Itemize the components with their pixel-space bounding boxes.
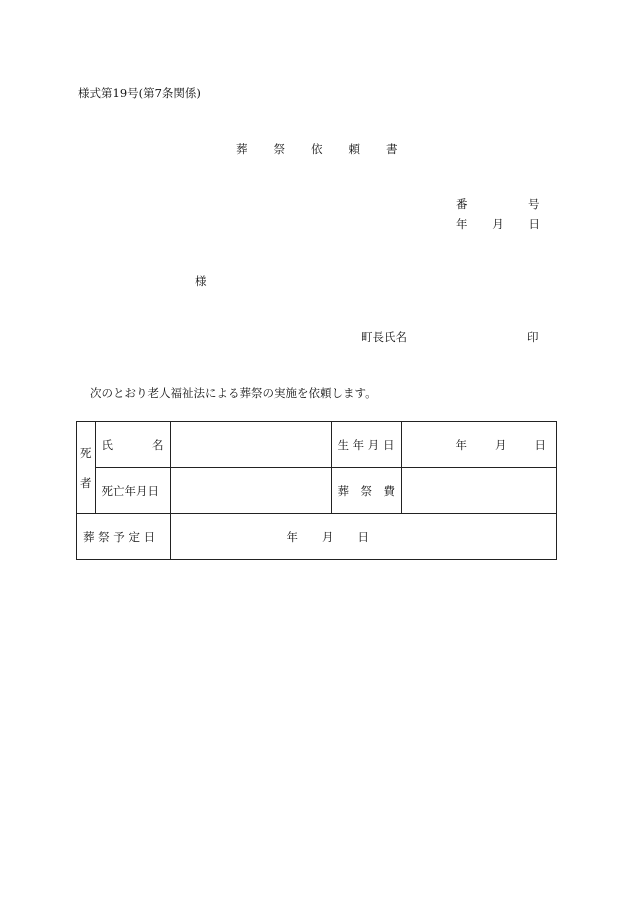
birth-month: 月 bbox=[495, 437, 507, 452]
deceased-char-2: 者 bbox=[80, 475, 92, 490]
death-date-label: 死亡年月日 bbox=[95, 468, 170, 514]
issue-month: 月 bbox=[492, 217, 504, 231]
funeral-cost-value[interactable] bbox=[402, 468, 557, 514]
scheduled-date-value[interactable] bbox=[170, 514, 557, 560]
death-date-value[interactable] bbox=[170, 468, 331, 514]
scheduled-date-label: 葬 祭 予 定 日 bbox=[77, 514, 171, 560]
birth-day: 日 bbox=[534, 437, 546, 452]
birth-year: 年 bbox=[455, 437, 467, 452]
form-number: 様式第19号(第7条関係) bbox=[78, 86, 201, 100]
deceased-char-1: 死 bbox=[80, 445, 92, 460]
scheduled-year: 年 bbox=[286, 529, 298, 544]
funeral-cost-label: 葬 祭 費 bbox=[331, 468, 402, 514]
name-label-cell bbox=[95, 422, 170, 468]
birth-date-value[interactable] bbox=[402, 422, 557, 468]
issue-day: 日 bbox=[528, 217, 540, 231]
body-text: 次のとおり老人福祉法による葬祭の実施を依頼します。 bbox=[90, 386, 377, 400]
document-title: 葬祭依頼書 bbox=[236, 142, 424, 156]
issuer-title: 町長氏名 bbox=[361, 330, 407, 344]
seal-mark: 印 bbox=[527, 330, 539, 344]
scheduled-month: 月 bbox=[322, 529, 334, 544]
issue-year: 年 bbox=[456, 217, 468, 231]
deceased-info-table bbox=[76, 421, 557, 560]
name-label-char2: 名 bbox=[152, 437, 164, 452]
number-label-suffix: 号 bbox=[528, 197, 540, 211]
addressee-honorific: 様 bbox=[195, 274, 207, 288]
issue-date bbox=[456, 217, 540, 231]
name-label-char1: 氏 bbox=[101, 437, 113, 452]
deceased-header bbox=[77, 422, 96, 514]
scheduled-day: 日 bbox=[357, 529, 369, 544]
name-value-cell[interactable] bbox=[170, 422, 331, 468]
number-label: 番 bbox=[456, 197, 468, 211]
birth-date-label: 生 年 月 日 bbox=[331, 422, 402, 468]
